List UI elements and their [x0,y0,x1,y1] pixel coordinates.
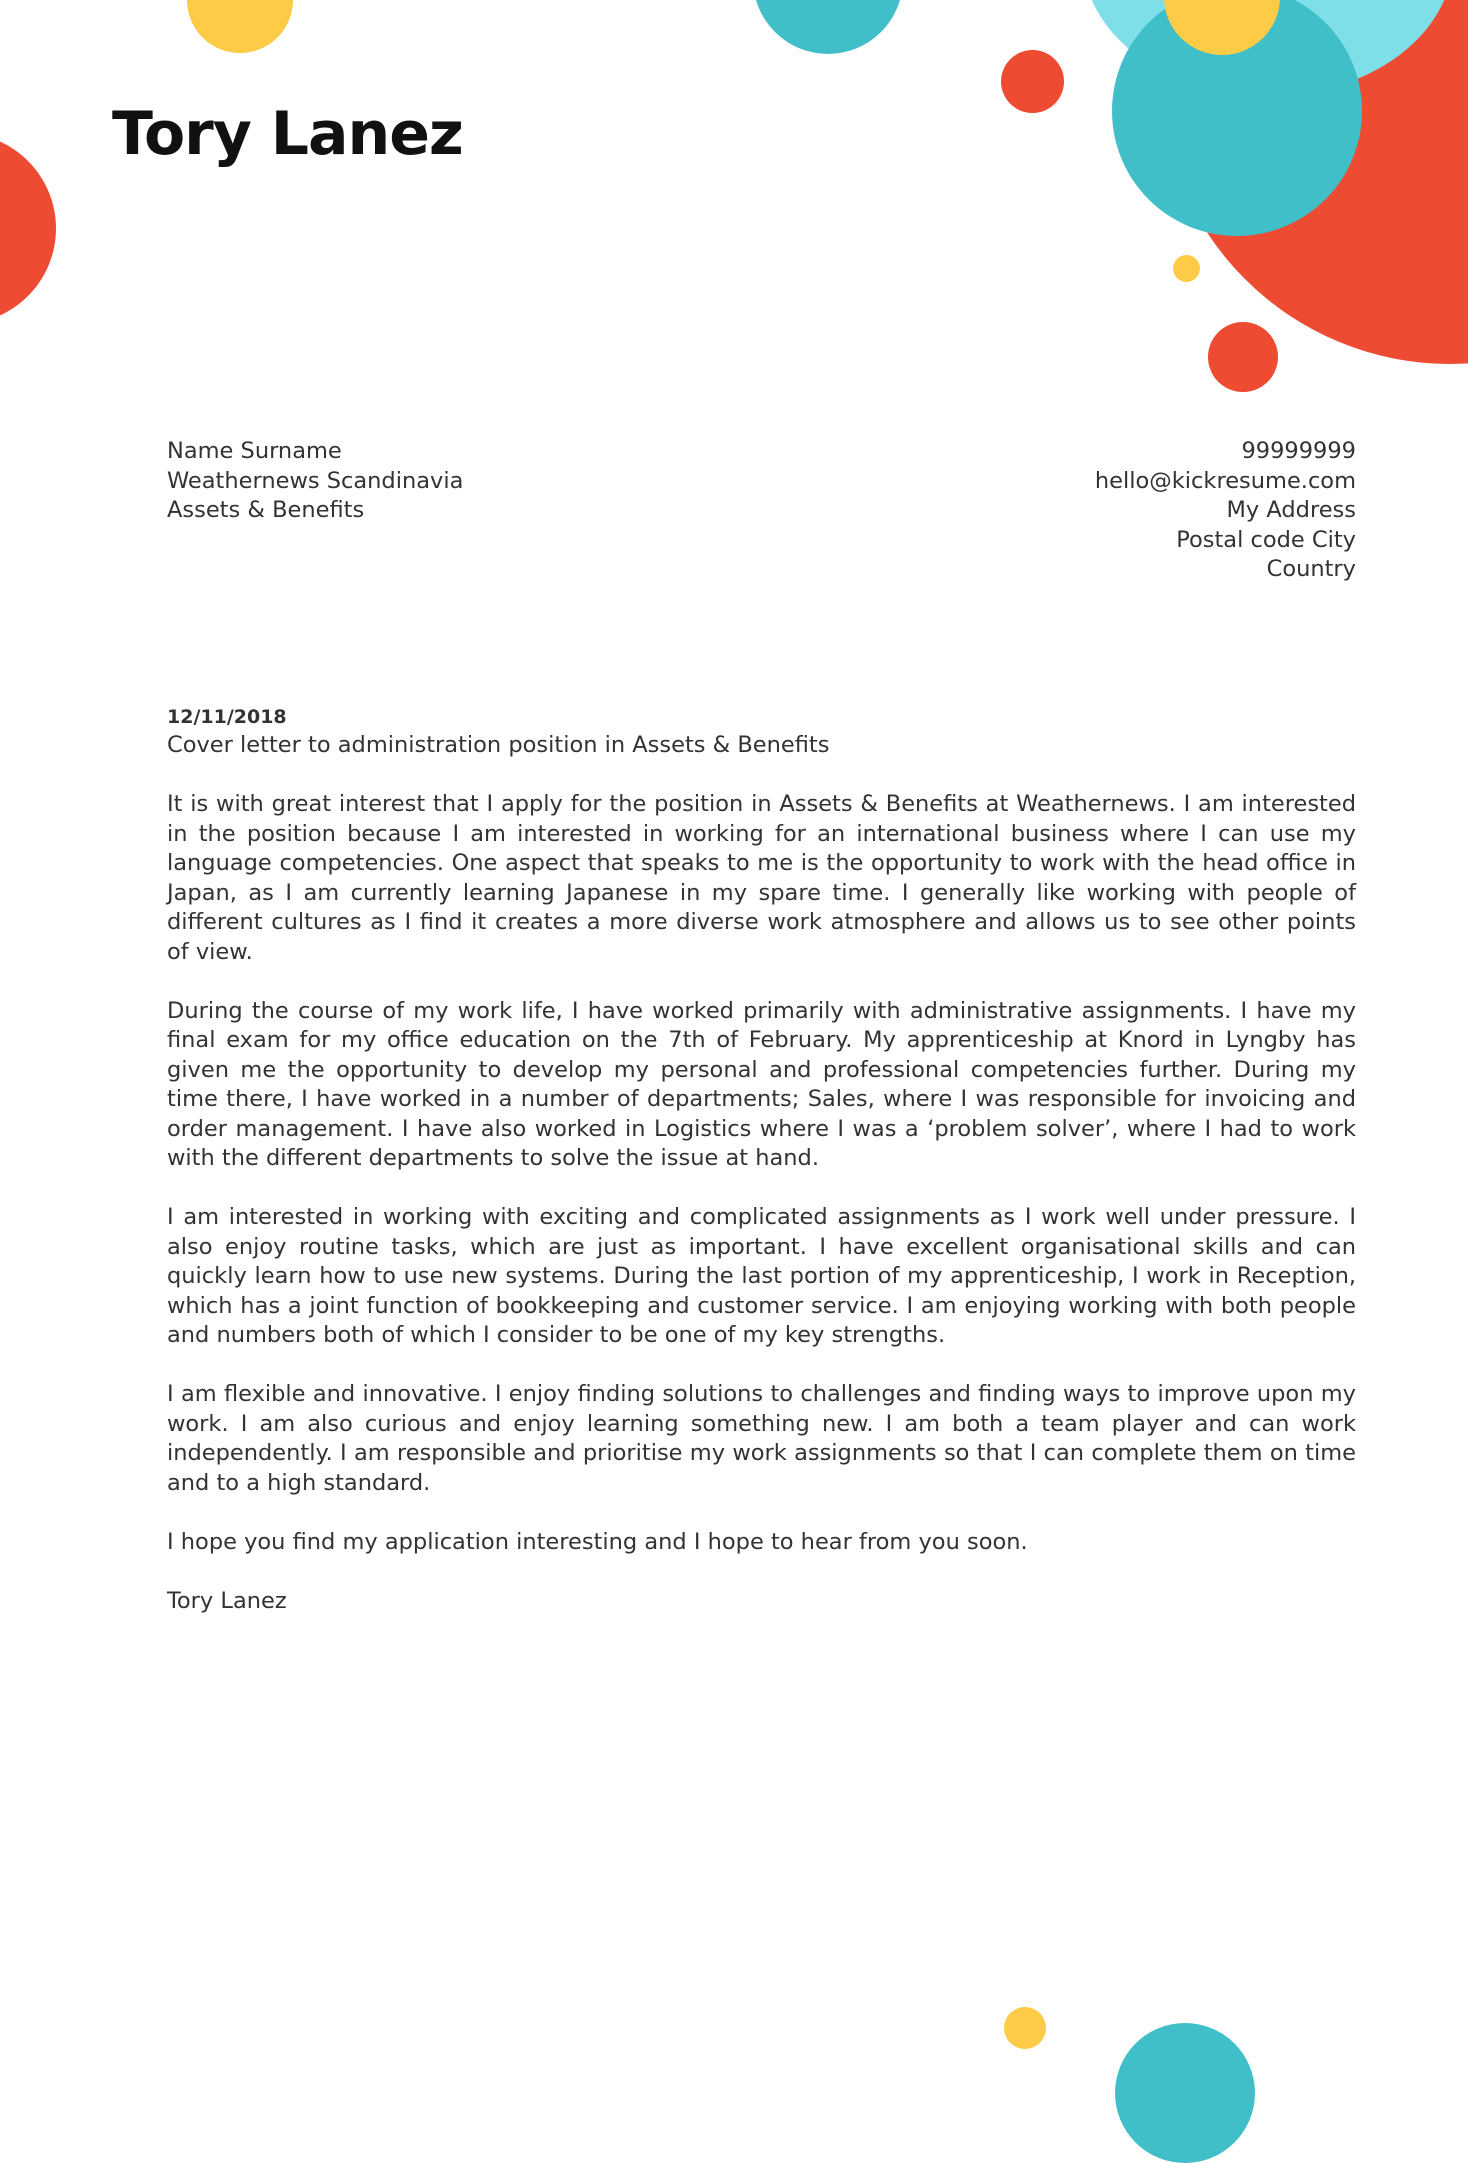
letter-paragraph-4: I am flexible and innovative. I enjoy finding solutions to challenges and finding ways to improve upon my work. I am also curious and enjoy learning something new. I am both a team player and can work independently. I am responsible and prioritise my work assignments so that I can complete them on time and to a high standard. [167,1381,1356,1496]
letter-date: 12/11/2018 [167,706,287,728]
decor-circle-red-small-top [1001,50,1064,113]
letter-subject: Cover letter to administration position in Assets & Benefits [167,732,830,758]
letter-body [167,703,1356,1616]
letter-paragraph-3: I am interested in working with exciting and complicated assignments as I work well under pressure. I also enjoy routine tasks, which are just as important. I have excellent organisational skills and can quickly learn how to use new systems. During the last portion of my apprenticeship, I work in Reception, which has a joint function of bookkeeping and customer service. I am enjoying working with both people and numbers both of which I consider to be one of my key strengths. [167,1204,1356,1348]
sender-contact-block [756,437,1356,585]
sender-postal-city: Postal code City [1176,526,1356,553]
recipient-name: Name Surname [167,438,342,464]
letter-signature: Tory Lanez [167,1587,287,1614]
decor-circle-red-left [0,133,56,324]
sender-address: My Address [1226,497,1356,523]
decor-circle-teal-top [753,0,903,54]
decor-circle-yellow-top [187,0,293,53]
recipient-department: Assets & Benefits [167,497,365,523]
recipient-block [167,437,767,526]
letter-paragraph-2: During the course of my work life, I have worked primarily with administrative assignments. I have my final exam for my office education on the 7th of February. My apprenticeship at Knord in Lyngby has given me the opportunity to develop my personal and professional competencies further. During my time there, I have worked in a number of departments; Sales, where I was responsible for invoicing and order management. I have also worked in Logistics where I was a ‘problem solver’, where I had to work with the different departments to solve the issue at hand. [167,997,1356,1171]
decor-circle-yellow-tiny [1173,255,1200,282]
sender-country: Country [1266,556,1356,582]
page-title: Tory Lanez [112,99,463,169]
decor-circle-yellow-bottom [1004,2007,1046,2049]
decor-circle-red-small-right [1208,322,1278,392]
letter-paragraph-5: I hope you find my application interesting and I hope to hear from you soon. [167,1528,1028,1555]
sender-email: hello@kickresume.com [1094,467,1356,494]
sender-phone: 99999999 [1241,438,1356,464]
decor-circle-teal-bottom [1115,2023,1255,2163]
recipient-company: Weathernews Scandinavia [167,467,464,494]
letter-paragraph-1: It is with great interest that I apply for the position in Assets & Benefits at Weathernews. I am interested in the position because I am interested in working for an international business where I can use my language competencies. One aspect that speaks to me is the opportunity to work with the head office in Japan, as I am currently learning Japanese in my spare time. I generally like working with people of different cultures as I find it creates a more diverse work atmosphere and allows us to see other points of view. [167,791,1356,965]
